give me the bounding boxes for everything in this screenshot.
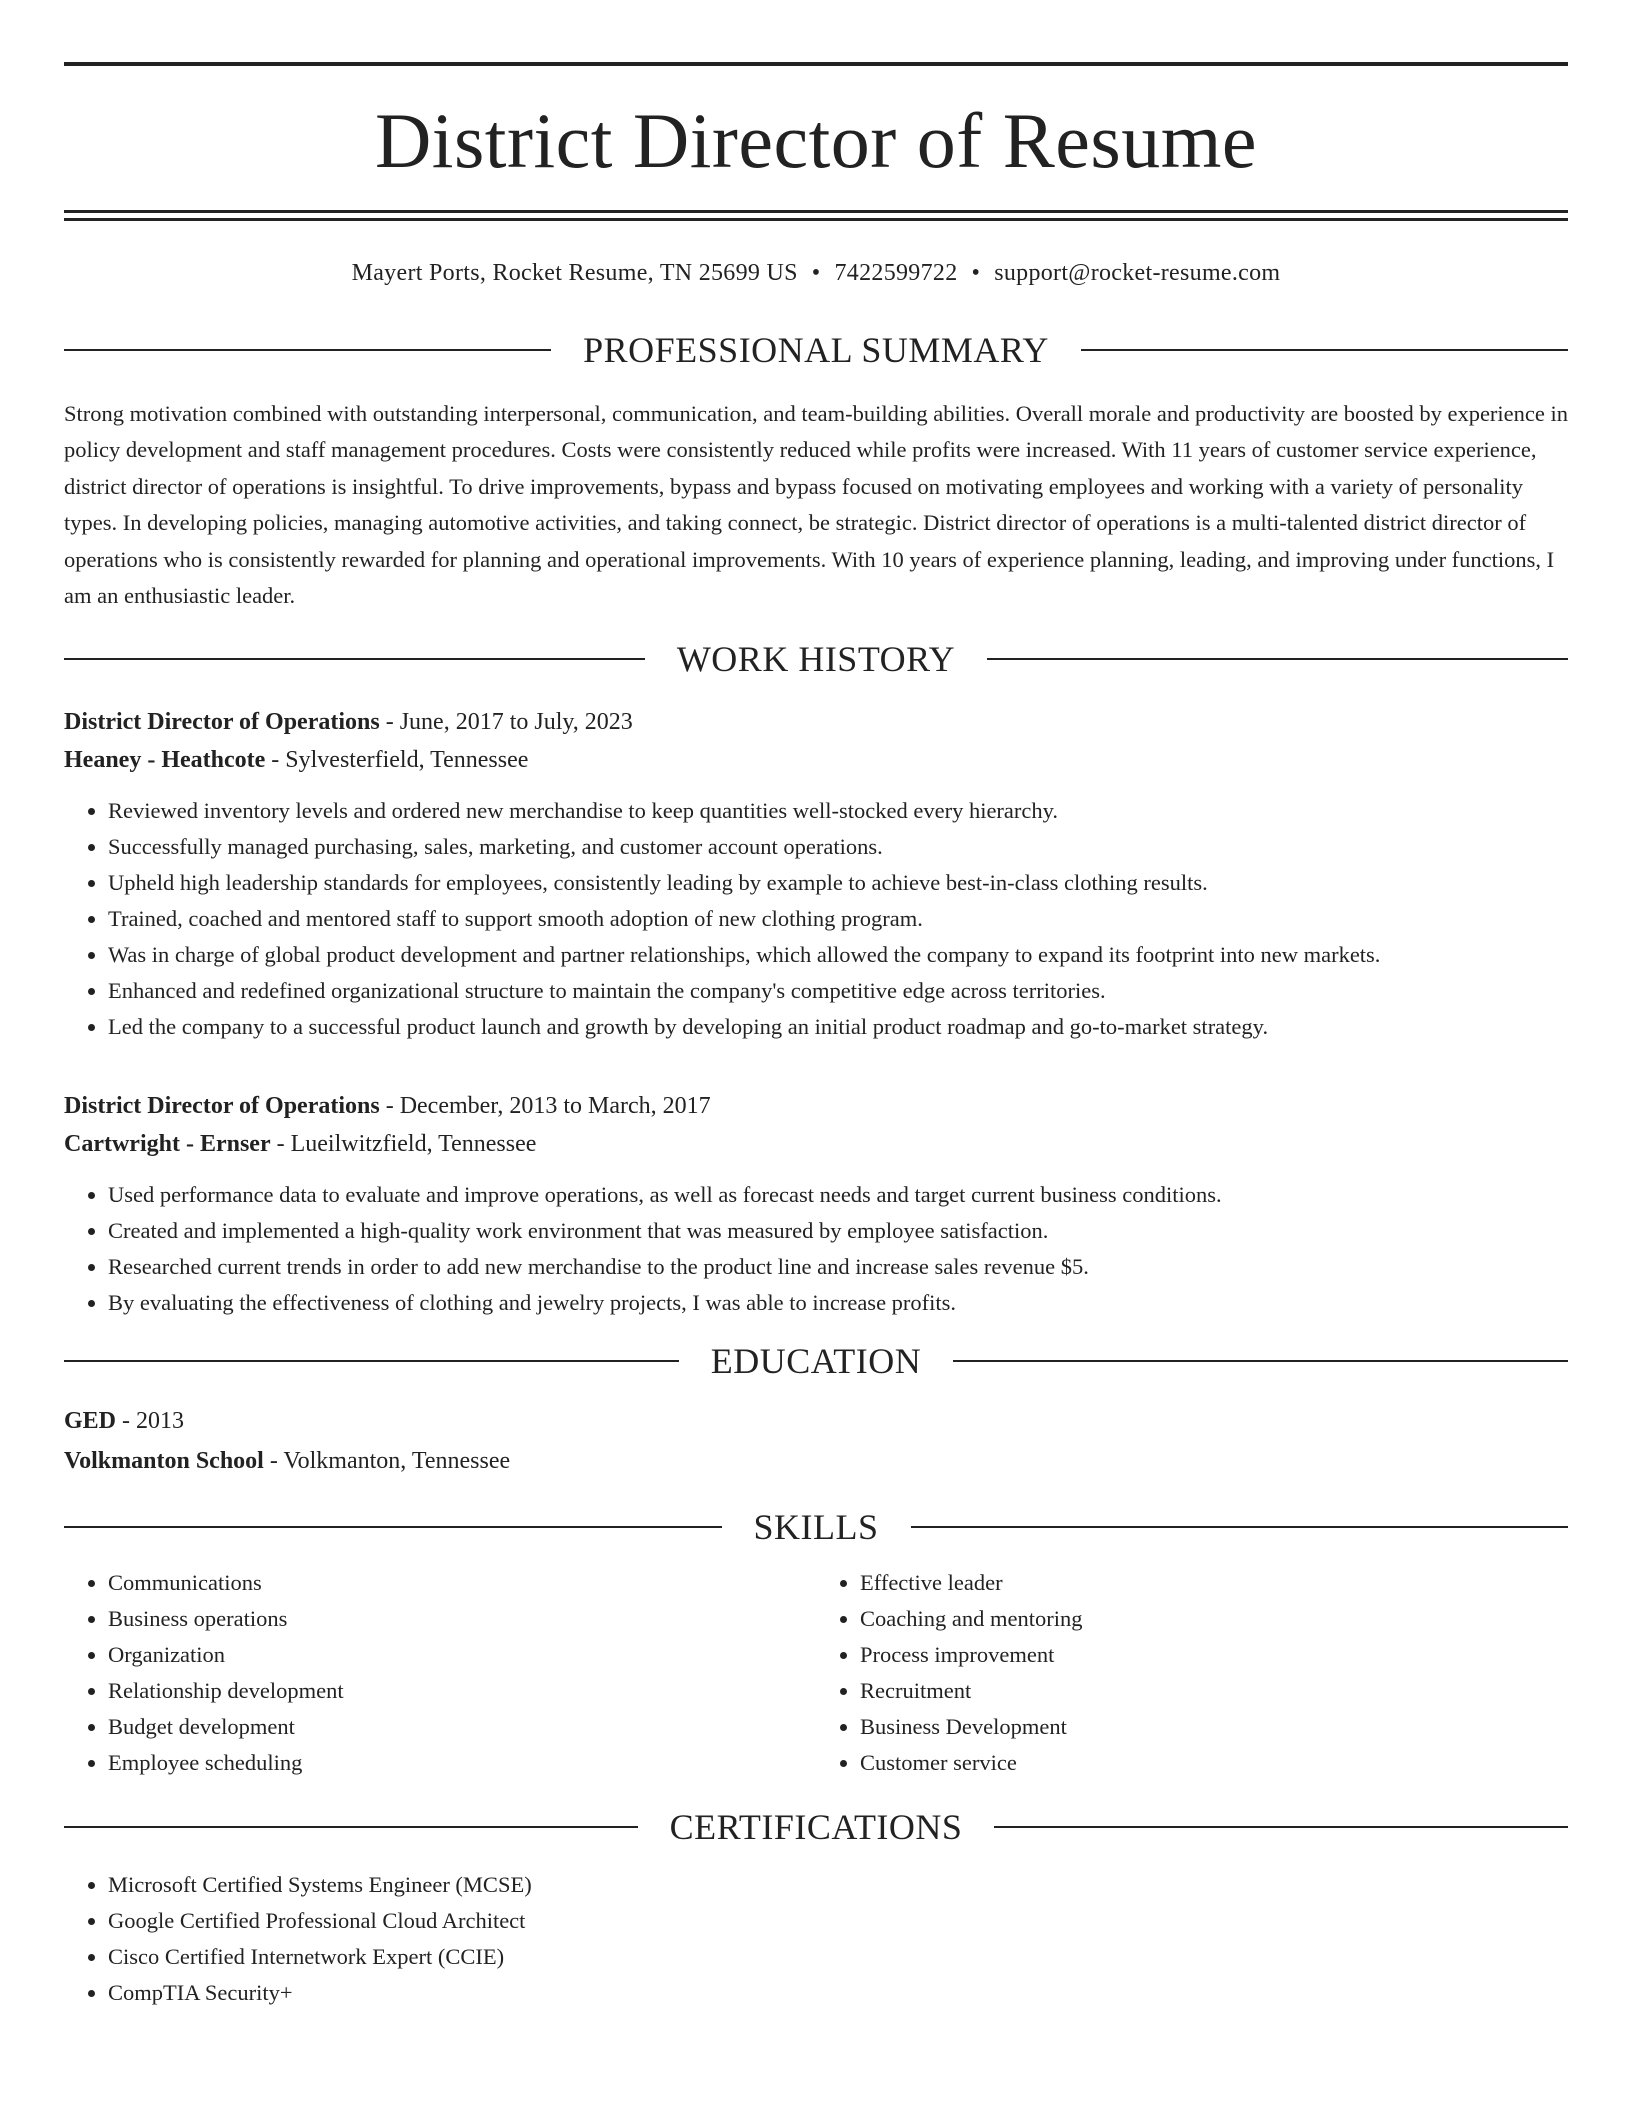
education-section-heading	[64, 1340, 1568, 1381]
job-bullet: • Upheld high leadership standards for employees, consistently leading by example to achieve best-in-class clothing results.	[108, 865, 1568, 901]
education-year: - 2013	[116, 1407, 185, 1434]
summary-heading-label: PROFESSIONAL SUMMARY	[583, 329, 1049, 370]
skills-column-left	[64, 1565, 816, 1781]
job-bullet: • Enhanced and redefined organizational structure to maintain the company's competitive edge across territories.	[108, 973, 1568, 1009]
job-title: District Director of Operations	[64, 708, 380, 735]
skill-item: • Communications	[108, 1565, 816, 1601]
resume-title: District Director of Resume	[374, 97, 1258, 184]
job-bullet: • Researched current trends in order to add new merchandise to the product line and increase sales revenue $5.	[108, 1249, 1568, 1285]
top-rule	[64, 62, 1568, 66]
certifications-section-heading	[64, 1806, 1568, 1847]
certification-item: • CompTIA Security+	[108, 1975, 1568, 2011]
skills-columns	[64, 1565, 1568, 1781]
job-dates: - December, 2013 to March, 2017	[379, 1092, 711, 1119]
job-bullet: • Reviewed inventory levels and ordered new merchandise to keep quantities well-stocked every hierarchy.	[108, 793, 1568, 829]
skill-item: • Customer service	[860, 1745, 1568, 1781]
heading-rule-right	[987, 658, 1568, 660]
contact-separator: •	[971, 260, 981, 286]
job-company: Cartwright - Ernser	[64, 1130, 271, 1157]
job-bullet: • Was in charge of global product development and partner relationships, which allowed the company to expand its footprint into new markets.	[108, 937, 1568, 973]
skills-section-heading	[64, 1506, 1568, 1547]
certifications-heading-label: CERTIFICATIONS	[669, 1806, 963, 1847]
contact-address: Mayert Ports, Rocket Resume, TN 25699 US	[351, 260, 798, 286]
heading-rule-left	[64, 349, 551, 351]
certification-item: • Google Certified Professional Cloud Architect	[108, 1903, 1568, 1939]
heading-rule-right	[953, 1360, 1568, 1362]
certifications-block	[64, 1867, 1568, 2011]
job-location: - Lueilwitzfield, Tennessee	[270, 1130, 537, 1157]
job-bullet: • Created and implemented a high-quality work environment that was measured by employee satisfaction.	[108, 1213, 1568, 1249]
education-degree: GED	[64, 1407, 117, 1434]
skills-heading-label: SKILLS	[753, 1506, 879, 1547]
job-entry	[64, 1087, 1568, 1321]
heading-rule-left	[64, 1360, 679, 1362]
job-bullets	[64, 793, 1568, 1045]
title-double-rule	[64, 210, 1568, 221]
education-school-line	[64, 1441, 1568, 1481]
heading-rule-left	[64, 1526, 722, 1528]
skills-column-right	[816, 1565, 1568, 1781]
job-company: Heaney - Heathcote	[64, 746, 266, 773]
skills-list-left	[64, 1565, 816, 1781]
education-degree-line	[64, 1401, 1568, 1441]
work-heading-label: WORK HISTORY	[676, 638, 956, 679]
skill-item: • Recruitment	[860, 1673, 1568, 1709]
heading-rule-left	[64, 658, 645, 660]
summary-section-heading	[64, 329, 1568, 370]
skill-item: • Relationship development	[108, 1673, 816, 1709]
contact-phone: 7422599722	[834, 260, 958, 286]
job-bullet: • By evaluating the effectiveness of clothing and jewelry projects, I was able to increase profits.	[108, 1285, 1568, 1321]
certifications-list	[64, 1867, 1568, 2011]
skills-list-right	[816, 1565, 1568, 1781]
skill-item: • Effective leader	[860, 1565, 1568, 1601]
job-bullet: • Used performance data to evaluate and improve operations, as well as forecast needs and target current business conditions.	[108, 1177, 1568, 1213]
job-dates: - June, 2017 to July, 2023	[379, 708, 633, 735]
education-location: - Volkmanton, Tennessee	[263, 1447, 511, 1474]
job-company-line	[64, 741, 1568, 779]
skill-item: • Business Development	[860, 1709, 1568, 1745]
heading-rule-left	[64, 1826, 638, 1828]
job-bullet: • Trained, coached and mentored staff to support smooth adoption of new clothing program.	[108, 901, 1568, 937]
job-location: - Sylvesterfield, Tennessee	[265, 746, 529, 773]
summary-text: Strong motivation combined with outstanding interpersonal, communication, and team-building abilities. Overall morale and productivity are boosted by experience in policy development and staff management procedures. Costs were consistently reduced while profits were increased. With 11 years of customer service experience, district director of operations is insightful. To drive improvements, bypass and bypass focused on motivating employees and working with a variety of personality types. In developing policies, managing automotive activities, and taking connect, be strategic. District director of operations is a multi-talented district director of operations who is consistently rewarded for planning and operational improvements. With 10 years of experience planning, leading, and improving under functions, I am an enthusiastic leader.	[64, 400, 1569, 609]
skill-item: • Coaching and mentoring	[860, 1601, 1568, 1637]
job-entry	[64, 703, 1568, 1045]
skill-item: • Budget development	[108, 1709, 816, 1745]
job-bullet: • Led the company to a successful product launch and growth by developing an initial product roadmap and go-to-market strategy.	[108, 1009, 1568, 1045]
work-section-heading	[64, 638, 1568, 679]
education-school: Volkmanton School	[64, 1447, 264, 1474]
contact-separator: •	[811, 260, 821, 286]
certification-item: • Cisco Certified Internetwork Expert (CCIE)	[108, 1939, 1568, 1975]
skill-item: • Employee scheduling	[108, 1745, 816, 1781]
job-title-line	[64, 1087, 1568, 1125]
education-entry	[64, 1401, 1568, 1481]
education-heading-label: EDUCATION	[710, 1340, 922, 1381]
heading-rule-right	[1081, 349, 1568, 351]
job-title-line	[64, 703, 1568, 741]
skill-item: • Organization	[108, 1637, 816, 1673]
job-company-line	[64, 1125, 1568, 1163]
contact-email: support@rocket-resume.com	[994, 260, 1281, 286]
job-title: District Director of Operations	[64, 1092, 380, 1119]
job-bullet: • Successfully managed purchasing, sales, marketing, and customer account operations.	[108, 829, 1568, 865]
heading-rule-right	[911, 1526, 1569, 1528]
certification-item: • Microsoft Certified Systems Engineer (MCSE)	[108, 1867, 1568, 1903]
contact-line	[64, 259, 1568, 288]
skill-item: • Process improvement	[860, 1637, 1568, 1673]
heading-rule-right	[994, 1826, 1568, 1828]
skill-item: • Business operations	[108, 1601, 816, 1637]
job-bullets	[64, 1177, 1568, 1321]
